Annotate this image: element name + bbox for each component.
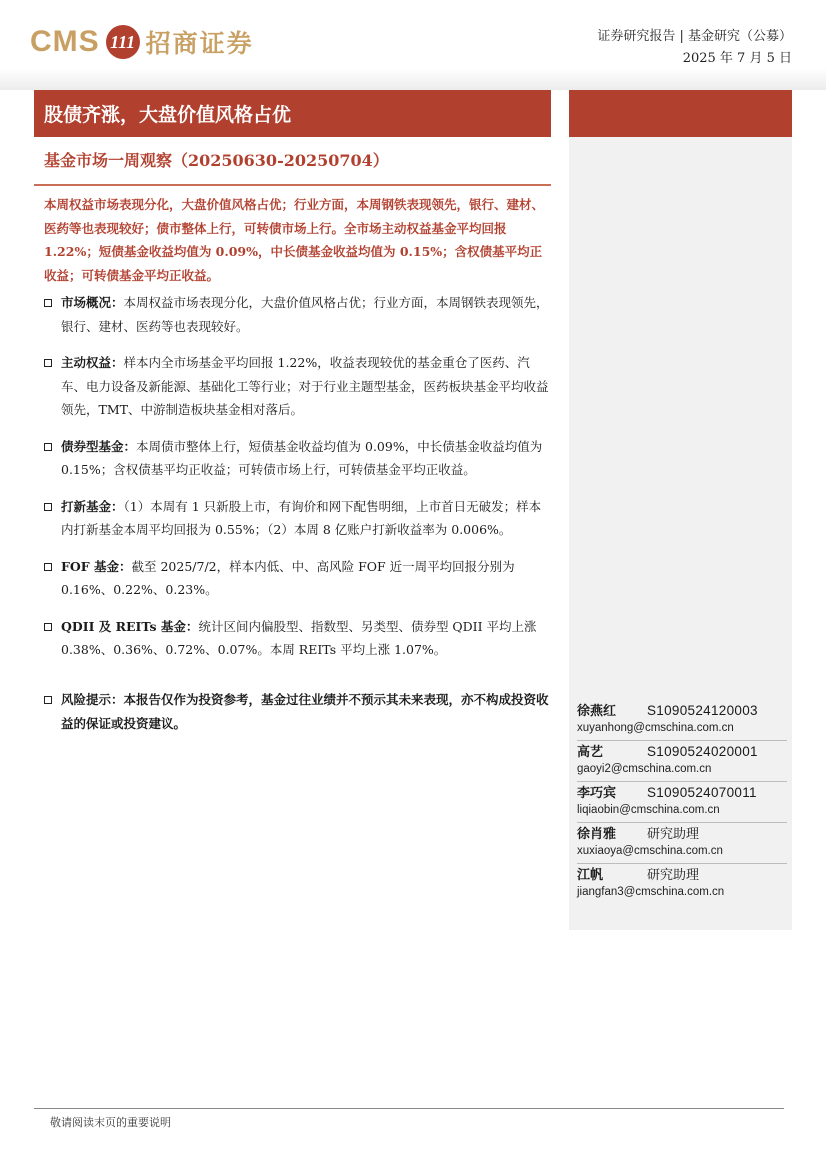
analyst-email[interactable]: liqiaobin@cmschina.com.cn <box>577 804 720 816</box>
report-type: 证券研究报告 | 基金研究（公募） <box>597 29 792 44</box>
analyst-email[interactable]: gaoyi2@cmschina.com.cn <box>577 763 712 775</box>
header-meta <box>597 26 792 70</box>
bullet-text: 统计区间内偏股型、指数型、另类型、债券型 QDII 平均上涨 0.38%、0.36%、0.72%、0.07%。本周 REITs 平均上涨 1.07%。 <box>61 618 537 657</box>
footer-note: 敬请阅读末页的重要说明 <box>50 1116 171 1129</box>
analyst-entry <box>577 782 787 823</box>
bullet-label: FOF 基金： <box>61 558 132 574</box>
square-bullet-icon <box>44 299 52 307</box>
header-band <box>0 68 826 90</box>
analyst-name: 江帆 <box>577 868 604 883</box>
analyst-email[interactable]: xuxiaoya@cmschina.com.cn <box>577 845 723 857</box>
analyst-entry <box>577 700 787 741</box>
logo-chinese: 招商证券 <box>145 29 254 58</box>
summary-paragraph: 本周权益市场表现分化，大盘价值风格占优；行业方面，本周钢铁表现领先，银行、建材、医药等也表现较好；债市整体上行，可转债市场上行。全市场主动权益基金平均回报 1.22%；短债基金收益均值为 0.09%，中长债基金收益均值为 0.15%；含权债基平均正收益；可转债基金平均正收益。 <box>44 197 545 283</box>
bullet-active-equity <box>44 351 551 422</box>
analyst-entry <box>577 864 787 903</box>
square-bullet-icon <box>44 359 52 367</box>
company-logo <box>30 22 254 62</box>
analyst-entry <box>577 741 787 782</box>
bullet-market-overview <box>44 291 551 338</box>
bullet-text: 本周权益市场表现分化，大盘价值风格占优；行业方面，本周钢铁表现领先，银行、建材、医药等也表现较好。 <box>61 295 549 334</box>
analyst-email[interactable]: xuyanhong@cmschina.com.cn <box>577 722 734 734</box>
bullet-label: QDII 及 REITs 基金： <box>61 618 199 634</box>
bullet-label: 债券型基金： <box>61 438 137 454</box>
logo-mark-icon: 111 <box>106 25 140 59</box>
bullet-label: 市场概况： <box>61 295 124 310</box>
bullet-label: 打新基金： <box>61 498 124 514</box>
bullet-text: （1）本周有 1 只新股上市，有询价和网下配售明细，上市首日无破发；样本内打新基金本周平均回报为 0.55%；（2）本周 8 亿账户打新收益率为 0.006%。 <box>61 498 542 537</box>
analyst-entry <box>577 823 787 864</box>
report-title: 股债齐涨，大盘价值风格占优 <box>44 104 292 126</box>
analyst-email[interactable]: jiangfan3@cmschina.com.cn <box>577 886 725 898</box>
bullet-list <box>44 291 551 675</box>
analyst-name: 高艺 <box>577 745 604 760</box>
report-subtitle: 基金市场一周观察（20250630-20250704） <box>44 151 389 170</box>
analyst-name: 徐肖雅 <box>577 827 617 842</box>
footer-divider <box>34 1108 784 1109</box>
analyst-role: 研究助理 <box>647 827 700 842</box>
bullet-text: 本周债市整体上行，短债基金收益均值为 0.09%，中长债基金收益均值为 0.15%；含权债基平均正收益；可转债市场上行，可转债基金平均正收益。 <box>61 438 543 477</box>
analyst-id: S1090524020001 <box>647 744 758 759</box>
analyst-id: S1090524070011 <box>647 785 757 800</box>
title-bar <box>34 90 551 137</box>
square-bullet-icon <box>44 503 52 511</box>
bullet-label: 主动权益： <box>61 355 124 370</box>
bullet-fof-funds <box>44 555 551 602</box>
sidebar-header-bar <box>569 90 792 137</box>
subtitle-divider <box>34 184 551 186</box>
analyst-name: 李巧宾 <box>577 786 617 801</box>
bullet-text: 样本内全市场基金平均回报 1.22%，收益表现较优的基金重仓了医药、汽车、电力设备及新能源、基础化工等行业；对于行业主题型基金，医药板块基金平均收益领先，TMT、中游制造板块基金相对落后。 <box>61 355 549 417</box>
square-bullet-icon <box>44 443 52 451</box>
analyst-name: 徐燕红 <box>577 704 617 719</box>
bullet-qdii-reits <box>44 615 551 662</box>
analyst-role: 研究助理 <box>647 868 700 883</box>
square-bullet-icon <box>44 696 52 704</box>
risk-warning <box>44 688 551 735</box>
bullet-ipo-funds <box>44 495 551 542</box>
square-bullet-icon <box>44 563 52 571</box>
logo-latin: CMS <box>30 25 100 58</box>
analyst-list <box>577 700 787 903</box>
risk-text: 风险提示：本报告仅作为投资参考，基金过往业绩并不预示其未来表现，亦不构成投资收益的保证或投资建议。 <box>61 692 549 731</box>
bullet-text: 截至 2025/7/2，样本内低、中、高风险 FOF 近一周平均回报分别为 0.16%、0.22%、0.23%。 <box>61 558 515 597</box>
analyst-id: S1090524120003 <box>647 703 758 718</box>
square-bullet-icon <box>44 623 52 631</box>
bullet-bond-funds <box>44 435 551 482</box>
report-date: 2025 年 7 月 5 日 <box>682 51 792 66</box>
